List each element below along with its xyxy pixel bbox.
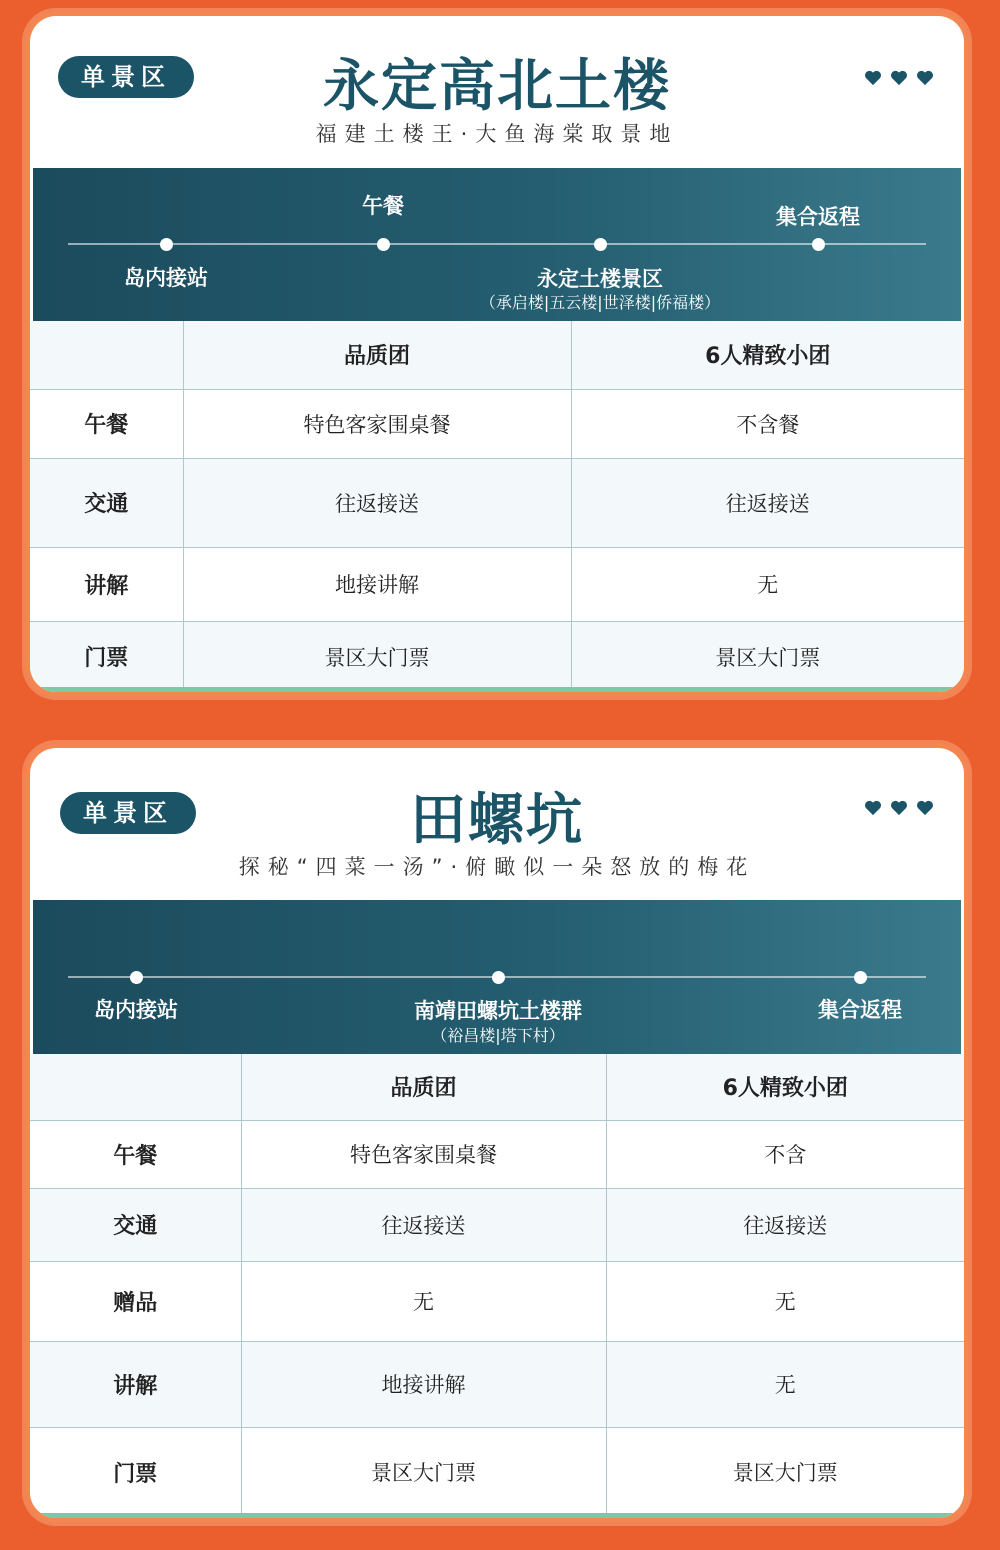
table-cell: 特色客家围桌餐 xyxy=(183,389,571,458)
heart-icon xyxy=(916,800,934,816)
timeline-dot xyxy=(377,238,390,251)
single-scenic-badge: 单景区 xyxy=(58,56,194,98)
table-cell: 景区大门票 xyxy=(606,1427,964,1517)
table-cell: 地接讲解 xyxy=(183,547,571,621)
table-cell: 往返接送 xyxy=(571,458,964,547)
timeline-stop-scenic: 南靖田螺坑土楼群 xyxy=(414,999,582,1023)
row-label: 午餐 xyxy=(30,389,183,458)
timeline-stop-lunch: 午餐 xyxy=(362,194,404,218)
timeline-dot xyxy=(594,238,607,251)
heart-icon xyxy=(916,70,934,86)
table-cell: 景区大门票 xyxy=(571,621,964,692)
table-cell: 景区大门票 xyxy=(183,621,571,692)
table-cell: 景区大门票 xyxy=(241,1427,606,1517)
heart-icon xyxy=(864,70,882,86)
table-row xyxy=(30,1341,964,1427)
table-row xyxy=(30,1261,964,1341)
row-label: 午餐 xyxy=(30,1120,241,1188)
itinerary-timeline xyxy=(33,900,961,1054)
row-label: 赠品 xyxy=(30,1261,241,1341)
timeline-stop-scenic-sub: （裕昌楼|塔下村） xyxy=(431,1026,565,1045)
tour-card-yongding xyxy=(30,16,964,692)
table-cell: 无 xyxy=(606,1261,964,1341)
card-subtitle: 福建土楼王·大鱼海棠取景地 xyxy=(315,122,679,146)
timeline-stop-scenic: 永定土楼景区 xyxy=(537,267,663,291)
row-label: 交通 xyxy=(30,1188,241,1261)
column-header-small-group: 6人精致小团 xyxy=(571,321,964,389)
card-title: 田螺坑 xyxy=(410,788,584,853)
hearts-decoration xyxy=(864,800,934,816)
table-row xyxy=(30,458,964,547)
itinerary-timeline xyxy=(33,168,961,321)
hearts-decoration xyxy=(864,70,934,86)
timeline-dot xyxy=(812,238,825,251)
row-label: 门票 xyxy=(30,1427,241,1517)
column-header-quality: 品质团 xyxy=(241,1054,606,1120)
timeline-stop-pickup: 岛内接站 xyxy=(94,998,178,1022)
card-edge-accent xyxy=(30,1513,964,1518)
table-corner xyxy=(30,1054,241,1120)
timeline-stop-return: 集合返程 xyxy=(818,998,902,1022)
card-subtitle: 探秘“四菜一汤”·俯瞰似一朵怒放的梅花 xyxy=(238,855,756,879)
row-label: 门票 xyxy=(30,621,183,692)
table-row xyxy=(30,547,964,621)
timeline-dot xyxy=(160,238,173,251)
table-row xyxy=(30,621,964,692)
timeline-line xyxy=(68,243,926,245)
heart-icon xyxy=(864,800,882,816)
table-row xyxy=(30,1188,964,1261)
table-cell: 无 xyxy=(571,547,964,621)
timeline-stop-scenic-sub: （承启楼|五云楼|世泽楼|侨福楼） xyxy=(479,293,721,312)
heart-icon xyxy=(890,800,908,816)
row-label: 讲解 xyxy=(30,547,183,621)
row-label: 讲解 xyxy=(30,1341,241,1427)
column-header-small-group: 6人精致小团 xyxy=(606,1054,964,1120)
tour-card-tianluokeng xyxy=(30,748,964,1518)
timeline-dot xyxy=(130,971,143,984)
table-cell: 不含 xyxy=(606,1120,964,1188)
table-row xyxy=(30,1427,964,1517)
comparison-table xyxy=(30,1054,964,1518)
timeline-dot xyxy=(492,971,505,984)
single-scenic-badge: 单景区 xyxy=(60,792,196,834)
card-edge-accent xyxy=(30,687,964,692)
table-cell: 特色客家围桌餐 xyxy=(241,1120,606,1188)
table-cell: 地接讲解 xyxy=(241,1341,606,1427)
heart-icon xyxy=(890,70,908,86)
table-row xyxy=(30,389,964,458)
table-cell: 往返接送 xyxy=(241,1188,606,1261)
table-corner xyxy=(30,321,183,389)
timeline-stop-pickup: 岛内接站 xyxy=(124,266,208,290)
table-cell: 无 xyxy=(241,1261,606,1341)
table-row xyxy=(30,1120,964,1188)
timeline-dot xyxy=(854,971,867,984)
row-label: 交通 xyxy=(30,458,183,547)
table-cell: 往返接送 xyxy=(606,1188,964,1261)
table-cell: 不含餐 xyxy=(571,389,964,458)
comparison-table xyxy=(30,321,964,692)
column-header-quality: 品质团 xyxy=(183,321,571,389)
table-cell: 无 xyxy=(606,1341,964,1427)
table-cell: 往返接送 xyxy=(183,458,571,547)
card-title: 永定高北土楼 xyxy=(323,54,671,119)
timeline-stop-return: 集合返程 xyxy=(776,205,860,229)
